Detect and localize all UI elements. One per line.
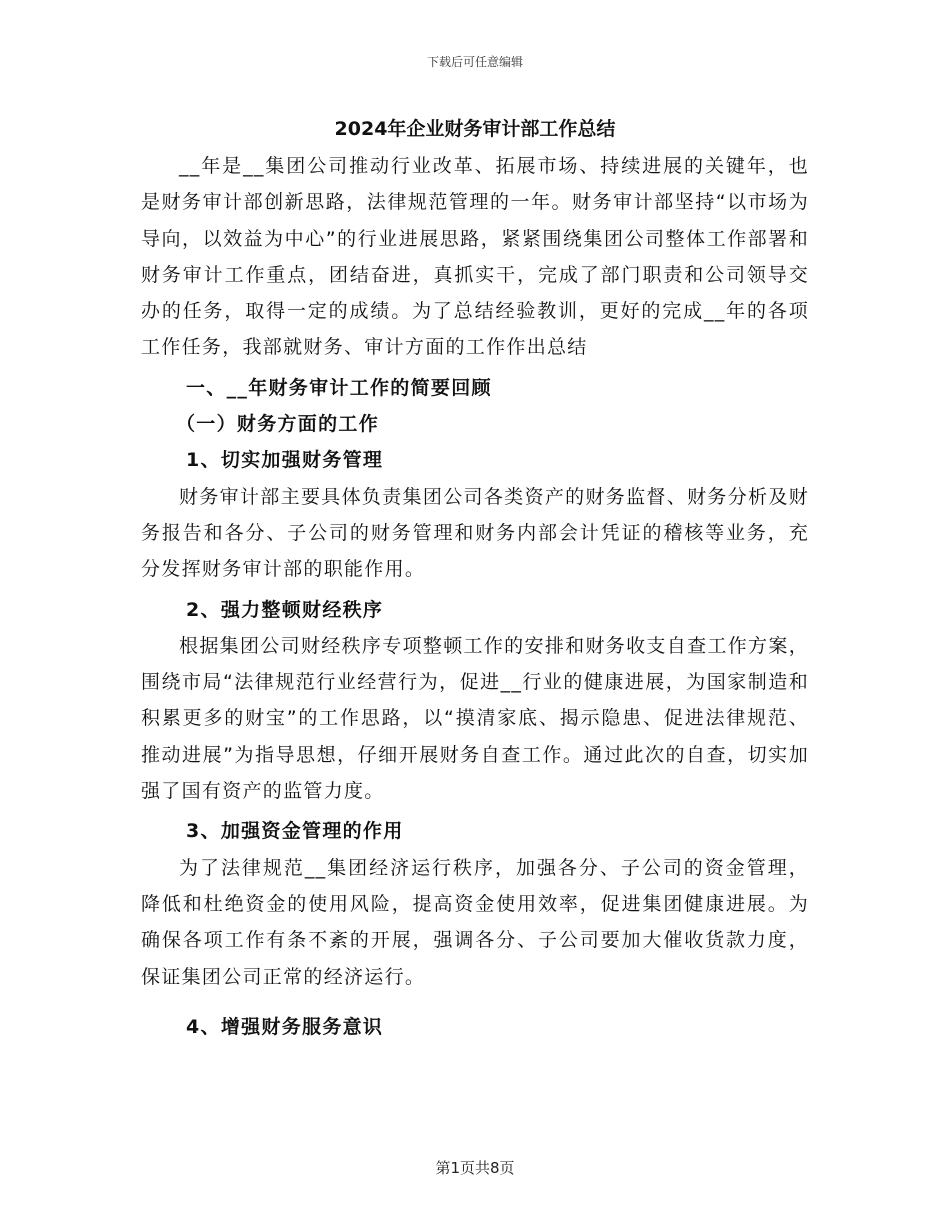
subsection-heading-1: （一）财务方面的工作 xyxy=(176,413,380,436)
item-paragraph-1: 财务审计部主要具体负责集团公司各类资产的财务监督、财务分析及财务报告和各分、子公司的财务管理和财务内部会计凭证的稽核等业务，充分发挥财务审计部的职能作用。 xyxy=(141,485,809,581)
document-title: 2024年企业财务审计部工作总结 xyxy=(334,118,616,140)
intro-paragraph: __年是__集团公司推动行业改革、拓展市场、持续进展的关键年，也是财务审计部创新思路，法律规范管理的一年。财务审计部坚持“以市场为导向，以效益为中心”的行业进展思路，紧紧围绕集团公司整体工作部署和财务审计工作重点，团结奋进，真抓实干，完成了部门职责和公司领导交办的任务，取得一定的成绩。为了总结经验教训，更好的完成__年的各项工作任务，我部就财务、审计方面的工作作出总结 xyxy=(141,155,809,359)
section-heading-1: 一、__年财务审计工作的简要回顾 xyxy=(186,376,492,399)
page-number: 第1页共8页 xyxy=(435,1159,515,1177)
item-heading-1: 1、切实加强财务管理 xyxy=(186,449,384,472)
item-paragraph-3: 为了法律规范__集团经济运行秩序，加强各分、子公司的资金管理，降低和杜绝资金的使用风险，提高资金使用效率，促进集团健康进展。为确保各项工作有条不紊的开展，强调各分、子公司要加大催收货款力度，保证集团公司正常的经济运行。 xyxy=(141,856,809,988)
document-body xyxy=(141,148,809,1045)
header-note: 下载后可任意编辑 xyxy=(426,55,523,69)
item-heading-2: 2、强力整顿财经秩序 xyxy=(186,598,384,621)
item-heading-3: 3、加强资金管理的作用 xyxy=(186,820,404,843)
item-paragraph-2: 根据集团公司财经秩序专项整顿工作的安排和财务收支自查工作方案，围绕市局“法律规范行业经营行为，促进__行业的健康进展，为国家制造和积累更多的财宝”的工作思路，以“摸清家底、揭示隐患、促进法律规范、推动进展”为指导思想，仔细开展财务自查工作。通过此次的自查，切实加强了国有资产的监管力度。 xyxy=(141,634,809,803)
item-heading-4: 4、增强财务服务意识 xyxy=(186,1015,384,1038)
